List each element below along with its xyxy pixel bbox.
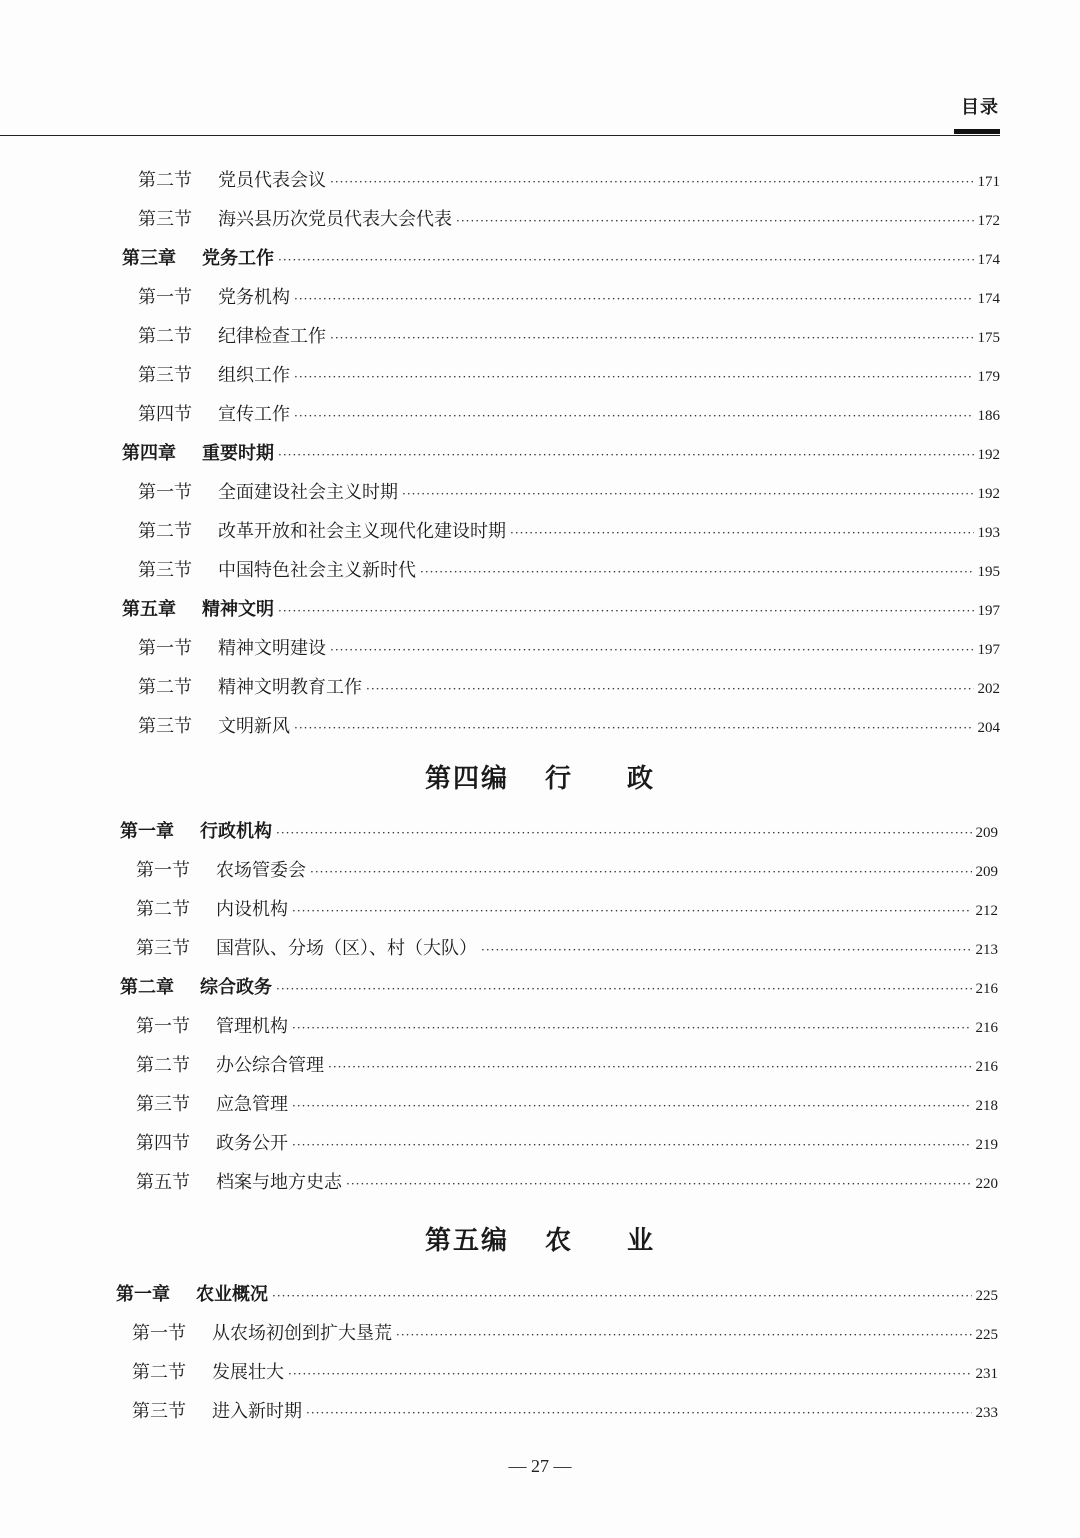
- section-label: 第二节: [138, 677, 192, 698]
- section-title: 文明新风: [218, 716, 290, 737]
- section-label: 第三节: [138, 716, 192, 737]
- toc-chapter-row: [120, 812, 998, 851]
- page-ref: 212: [975, 903, 998, 919]
- leader-dots: [292, 1009, 972, 1048]
- toc-chapter-row: [120, 968, 998, 1007]
- leader-dots: [396, 1316, 972, 1355]
- section-title: 政务公开: [216, 1133, 288, 1154]
- toc-section-row: [138, 707, 1000, 746]
- toc-section-row: [132, 1392, 998, 1431]
- section-title: 管理机构: [216, 1016, 288, 1037]
- section-title: 档案与地方史志: [216, 1172, 342, 1193]
- section-title: 进入新时期: [212, 1401, 302, 1422]
- section-title: 精神文明教育工作: [218, 677, 362, 698]
- page-ref: 193: [977, 525, 1000, 541]
- toc-group-3: [0, 1275, 1080, 1431]
- section-title: 发展壮大: [212, 1362, 284, 1383]
- leader-dots: [402, 475, 974, 514]
- section-title: 应急管理: [216, 1094, 288, 1115]
- leader-dots: [292, 1126, 972, 1165]
- chapter-label: 第五章: [122, 599, 176, 620]
- leader-dots: [276, 970, 972, 1009]
- section-title: 从农场初创到扩大垦荒: [212, 1323, 392, 1344]
- chapter-label: 第一章: [116, 1284, 170, 1305]
- header-title: 目录: [961, 97, 999, 118]
- leader-dots: [294, 709, 974, 748]
- section-label: 第三节: [138, 209, 192, 230]
- section-label: 第三节: [138, 560, 192, 581]
- part-title-a: 农: [544, 1226, 573, 1256]
- section-label: 第一节: [138, 287, 192, 308]
- toc-section-row: [136, 929, 998, 968]
- page-ref: 231: [975, 1366, 998, 1382]
- page-ref: 192: [977, 447, 1000, 463]
- chapter-label: 第一章: [120, 821, 174, 842]
- toc-section-row: [136, 1046, 998, 1085]
- section-title: 党员代表会议: [218, 170, 326, 191]
- page-ref: 216: [975, 981, 998, 997]
- section-label: 第五节: [136, 1172, 190, 1193]
- toc-chapter-row: [122, 239, 1000, 278]
- toc-section-row: [138, 161, 1000, 200]
- section-title: 办公综合管理: [216, 1055, 324, 1076]
- leader-dots: [330, 319, 974, 358]
- leader-dots: [292, 892, 972, 931]
- page-ref: 220: [975, 1176, 998, 1192]
- page-ref: 209: [975, 825, 998, 841]
- page-ref: 174: [977, 252, 1000, 268]
- section-title: 内设机构: [216, 899, 288, 920]
- toc-section-row: [138, 278, 1000, 317]
- toc-group-2: [0, 812, 1080, 1202]
- chapter-title: 重要时期: [202, 443, 274, 464]
- part-title-a: 行: [544, 764, 573, 794]
- section-title: 精神文明建设: [218, 638, 326, 659]
- toc-chapter-row: [116, 1275, 998, 1314]
- page-ref: 174: [977, 291, 1000, 307]
- toc-section-row: [138, 629, 1000, 668]
- chapter-title: 综合政务: [200, 977, 272, 998]
- leader-dots: [510, 514, 974, 553]
- toc-section-row: [132, 1353, 998, 1392]
- page-ref: 192: [977, 486, 1000, 502]
- page-ref: 202: [977, 681, 1000, 697]
- page-ref: 213: [975, 942, 998, 958]
- toc-section-row: [136, 1007, 998, 1046]
- toc-section-row: [138, 200, 1000, 239]
- leader-dots: [278, 436, 974, 475]
- section-title: 宣传工作: [218, 404, 290, 425]
- toc-section-row: [132, 1314, 998, 1353]
- toc-section-row: [136, 890, 998, 929]
- section-label: 第三节: [138, 365, 192, 386]
- page-ref: 195: [977, 564, 1000, 580]
- page-ref: 197: [977, 642, 1000, 658]
- section-label: 第三节: [132, 1401, 186, 1422]
- leader-dots: [294, 280, 974, 319]
- section-title: 纪律检查工作: [218, 326, 326, 347]
- page-number: — 27 —: [508, 1456, 572, 1476]
- chapter-title: 精神文明: [202, 599, 274, 620]
- leader-dots: [456, 202, 974, 241]
- section-label: 第四节: [138, 404, 192, 425]
- leader-dots: [330, 163, 974, 202]
- leader-dots: [276, 814, 972, 853]
- leader-dots: [310, 853, 972, 892]
- page-ref: 209: [975, 864, 998, 880]
- page-ref: 204: [977, 720, 1000, 736]
- chapter-title: 农业概况: [196, 1284, 268, 1305]
- section-title: 海兴县历次党员代表大会代表: [218, 209, 452, 230]
- toc-group-1: [0, 161, 1080, 746]
- leader-dots: [278, 592, 974, 631]
- toc-section-row: [136, 1124, 998, 1163]
- part-heading-5: [0, 1220, 1080, 1257]
- section-label: 第二节: [138, 521, 192, 542]
- leader-dots: [294, 397, 974, 436]
- toc-section-row: [138, 395, 1000, 434]
- chapter-title: 党务工作: [202, 248, 274, 269]
- toc-section-row: [138, 512, 1000, 551]
- part-title-b: 业: [627, 1226, 656, 1256]
- chapter-label: 第三章: [122, 248, 176, 269]
- part-label: 第四编: [424, 764, 509, 794]
- page-ref: 172: [977, 213, 1000, 229]
- part-title-b: 政: [627, 764, 656, 794]
- toc-section-row: [136, 851, 998, 890]
- section-title: 国营队、分场（区）、村（大队）: [216, 938, 477, 959]
- toc-section-row: [138, 317, 1000, 356]
- page-ref: 197: [977, 603, 1000, 619]
- leader-dots: [330, 631, 974, 670]
- section-title: 农场管委会: [216, 860, 306, 881]
- header-thick-rule: [954, 129, 1000, 134]
- leader-dots: [278, 241, 974, 280]
- section-title: 全面建设社会主义时期: [218, 482, 398, 503]
- page-ref: 179: [977, 369, 1000, 385]
- leader-dots: [420, 553, 974, 592]
- section-title: 组织工作: [218, 365, 290, 386]
- page-ref: 186: [977, 408, 1000, 424]
- page-ref: 171: [977, 174, 1000, 190]
- leader-dots: [328, 1048, 972, 1087]
- leader-dots: [292, 1087, 972, 1126]
- chapter-title: 行政机构: [200, 821, 272, 842]
- toc-section-row: [136, 1085, 998, 1124]
- leader-dots: [481, 931, 972, 970]
- toc-section-row: [138, 473, 1000, 512]
- page-ref: 175: [977, 330, 1000, 346]
- leader-dots: [272, 1277, 972, 1316]
- page-ref: 225: [975, 1327, 998, 1343]
- section-label: 第四节: [136, 1133, 190, 1154]
- part-heading-4: [0, 758, 1080, 795]
- page-ref: 225: [975, 1288, 998, 1304]
- page-ref: 216: [975, 1059, 998, 1075]
- section-label: 第三节: [136, 1094, 190, 1115]
- section-label: 第一节: [136, 860, 190, 881]
- toc-chapter-row: [122, 590, 1000, 629]
- page-ref: 233: [975, 1405, 998, 1421]
- section-title: 中国特色社会主义新时代: [218, 560, 416, 581]
- toc-chapter-row: [122, 434, 1000, 473]
- toc-section-row: [138, 356, 1000, 395]
- toc-section-row: [136, 1163, 998, 1202]
- section-label: 第三节: [136, 938, 190, 959]
- chapter-label: 第四章: [122, 443, 176, 464]
- page-ref: 216: [975, 1020, 998, 1036]
- leader-dots: [294, 358, 974, 397]
- part-label: 第五编: [424, 1226, 509, 1256]
- header-rule: [0, 135, 1000, 136]
- section-label: 第二节: [138, 170, 192, 191]
- section-label: 第一节: [132, 1323, 186, 1344]
- leader-dots: [306, 1394, 972, 1433]
- toc-section-row: [138, 551, 1000, 590]
- toc-section-row: [138, 668, 1000, 707]
- section-title: 改革开放和社会主义现代化建设时期: [218, 521, 506, 542]
- chapter-label: 第二章: [120, 977, 174, 998]
- section-label: 第二节: [132, 1362, 186, 1383]
- section-label: 第一节: [136, 1016, 190, 1037]
- section-title: 党务机构: [218, 287, 290, 308]
- section-label: 第一节: [138, 638, 192, 659]
- section-label: 第二节: [136, 899, 190, 920]
- leader-dots: [346, 1165, 972, 1204]
- section-label: 第二节: [138, 326, 192, 347]
- page-ref: 218: [975, 1098, 998, 1114]
- section-label: 第一节: [138, 482, 192, 503]
- leader-dots: [366, 670, 974, 709]
- page-ref: 219: [975, 1137, 998, 1153]
- section-label: 第二节: [136, 1055, 190, 1076]
- leader-dots: [288, 1355, 972, 1394]
